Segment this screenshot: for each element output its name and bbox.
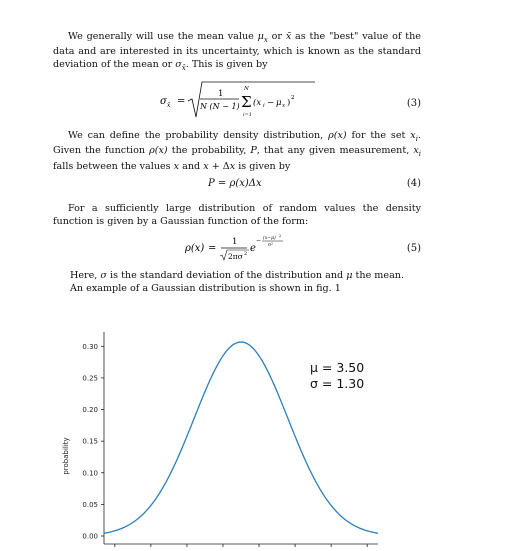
svg-text:2: 2 (291, 95, 295, 101)
equation-5 (53, 229, 421, 269)
svg-text:1: 1 (232, 237, 238, 247)
equation-3-formula (53, 79, 421, 123)
equation-3 (53, 79, 421, 119)
svg-text:μ: μ (276, 98, 282, 108)
svg-text:σ²: σ² (268, 243, 273, 248)
y-tick-label: 0.30 (82, 342, 98, 351)
paragraph-standard-deviation-of-mean: We generally will use the mean value $\mu_x$ or x̄ as the "best" value of the data and are interested in its uncertainty, which is known as the standard deviation of the mean or $\sigma_{x̄}$. This is given by (53, 31, 421, 72)
svg-text:=: = (208, 243, 217, 254)
equation-4-number: (4) (406, 178, 421, 189)
y-tick-label: 0.25 (82, 374, 98, 383)
equation-4-formula: P = ρ(x)Δx (208, 178, 262, 189)
gaussian-chart (0, 320, 508, 551)
svg-text:N (N − 1): N (N − 1) (200, 102, 240, 111)
annotation-mu: μ = 3.50 (310, 360, 365, 375)
y-ticks (82, 343, 104, 541)
svg-text:i=1: i=1 (243, 112, 252, 118)
svg-text:x̄: x̄ (167, 102, 171, 109)
equation-5-number: (5) (406, 243, 421, 254)
svg-text:i: i (263, 103, 265, 109)
y-tick-label: 0.10 (82, 469, 98, 478)
y-tick-label: 0.05 (82, 500, 98, 509)
svg-text:−: − (256, 237, 262, 244)
svg-text:x: x (282, 103, 286, 109)
y-tick-label: 0.15 (82, 437, 98, 446)
paragraph-probability-density: We can define the probability density distribution, ρ(x) for the set $x_i$. Given the function ρ(x) the probability, P, that any given measurement, $x_i$ falls between the values x and x + Δx is given by (53, 130, 421, 172)
annotation-sigma: σ = 1.30 (310, 376, 365, 391)
svg-text:2πσ: 2πσ (228, 252, 243, 261)
paragraph-gaussian-explanation: Here, σ is the standard deviation of the distribution and μ the mean. An example of a Gaussian distribution is shown in fig. 1 (70, 270, 405, 294)
equation-5-formula (53, 229, 421, 269)
paragraph-gaussian-intro: For a sufficiently large distribution of random values the density function is given by a Gaussian function of the form: (53, 203, 421, 227)
svg-text:=: = (177, 96, 186, 107)
x-ticks (115, 544, 367, 547)
y-tick-label: 0.00 (82, 532, 98, 541)
svg-text:e: e (250, 243, 256, 254)
svg-text:): ) (287, 98, 291, 108)
svg-text:Σ: Σ (241, 93, 252, 111)
equation-3-number: (3) (406, 98, 421, 109)
svg-text:2: 2 (279, 234, 282, 238)
svg-text:(x: (x (253, 98, 262, 108)
svg-text:2: 2 (244, 251, 248, 257)
svg-text:(x−μ): (x−μ) (263, 236, 276, 241)
svg-text:σ: σ (160, 96, 167, 107)
equation-4 (53, 178, 421, 194)
svg-text:ρ(x): ρ(x) (185, 243, 205, 254)
y-tick-label: 0.20 (82, 406, 98, 415)
y-axis-label: probability (62, 437, 70, 475)
svg-text:−: − (267, 98, 275, 108)
svg-text:N: N (244, 86, 249, 92)
svg-text:1: 1 (218, 89, 224, 99)
